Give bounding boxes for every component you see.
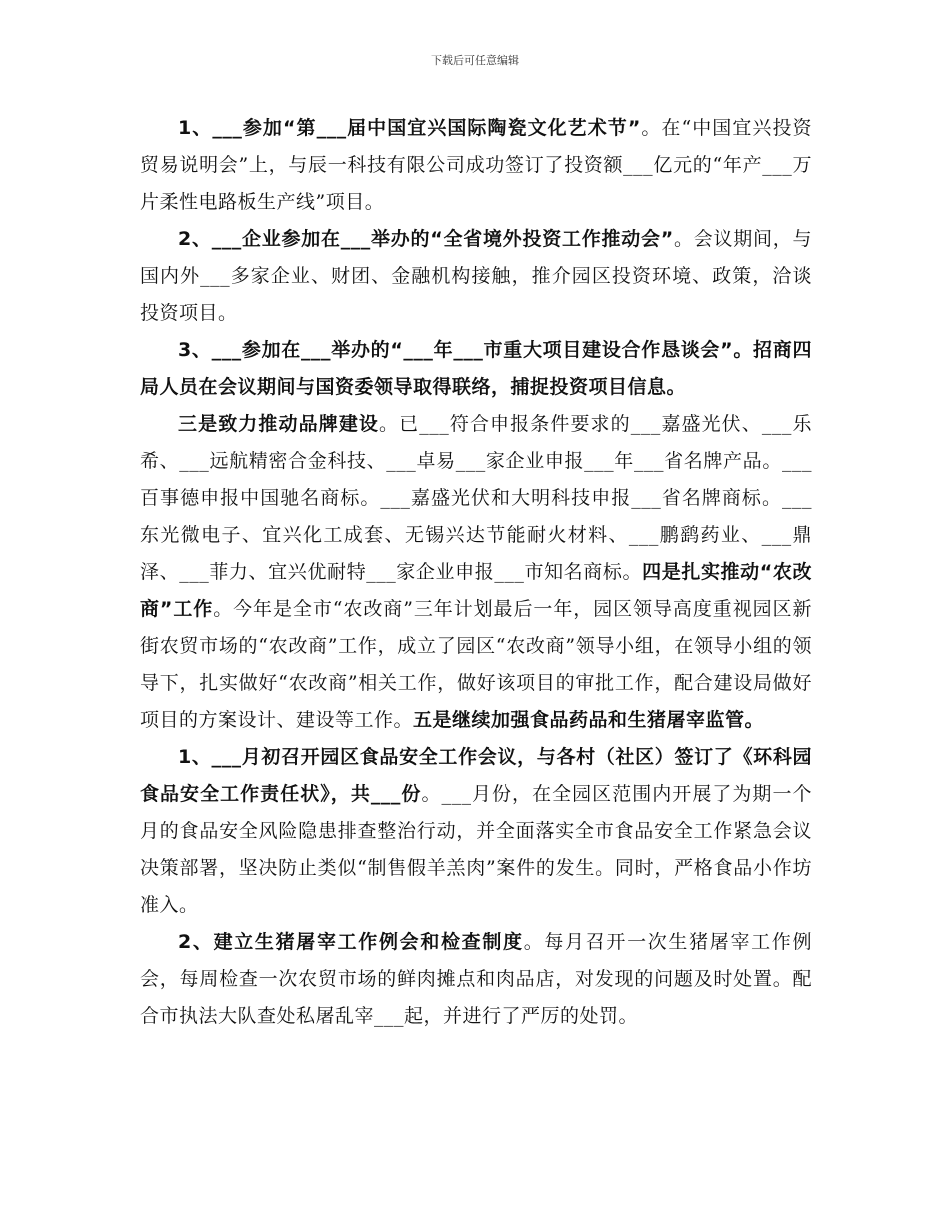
bold-text: 1、___参加“第___届中国宜兴国际陶瓷文化艺术节” — [178, 117, 641, 139]
page-header: 下载后可任意编辑 — [431, 54, 519, 67]
paragraph — [140, 406, 812, 739]
body-text: 。___月份，在全园区范围内开展了为期一个月的食品安全风险隐患排查整治行动，并全面落实全市食品安全工作紧急会议决策部署，坚决防止类似“制售假羊羔肉”案件的发生。同时，严格食品小作坊准入。 — [140, 783, 812, 916]
paragraph — [140, 221, 812, 332]
paragraph — [140, 739, 812, 924]
body-text: 。已___符合申报条件要求的___嘉盛光伏、___乐希、___远航精密合金科技、___卓易___家企业申报___年___省名牌产品。___百事德申报中国驰名商标。___嘉盛光伏和大明科技申报___省名牌商标。___东光微电子、宜兴化工成套、无锡兴达节能耐火材料、___鹏鹞药业、___鼎泽、___菲力、宜兴优耐特___家企业申报___市知名商标。 — [140, 413, 812, 583]
body-text: 。会议期间，与国内外___多家企业、财团、金融机构接触，推介园区投资环境、政策，洽谈投资项目。 — [140, 228, 812, 324]
bold-text: 四是扎实推动“农改商”工作 — [140, 561, 812, 620]
document-body — [140, 110, 812, 1035]
paragraph — [140, 332, 812, 406]
bold-text: 2、建立生猪屠宰工作例会和检查制度 — [178, 931, 524, 953]
body-text: 。每月召开一次生猪屠宰工作例会，每周检查一次农贸市场的鲜肉摊点和肉品店，对发现的问题及时处置。配合市执法大队查处私屠乱宰___起，并进行了严厉的处罚。 — [140, 931, 812, 1027]
body-text: 。今年是全市“农改商”三年计划最后一年，园区领导高度重视园区新街农贸市场的“农改商”工作，成立了园区“农改商”领导小组，在领导小组的领导下，扎实做好“农改商”相关工作，做好该项目的审批工作，配合建设局做好项目的方案设计、建设等工作。 — [140, 598, 812, 731]
bold-text: 3、___参加在___举办的“___年___市重大项目建设合作恳谈会”。招商四局人员在会议期间与国资委领导取得联络，捕捉投资项目信息。 — [140, 339, 812, 398]
paragraph — [140, 110, 812, 221]
body-text: 。在“中国宜兴投资贸易说明会”上，与辰一科技有限公司成功签订了投资额___亿元的“年产___万片柔性电路板生产线”项目。 — [140, 117, 813, 213]
paragraph — [140, 924, 812, 1035]
bold-text: 五是继续加强食品药品和生猪屠宰监管。 — [413, 709, 765, 731]
bold-text: 三是致力推动品牌建设 — [178, 413, 380, 435]
bold-text: 2、___企业参加在___举办的“全省境外投资工作推动会” — [178, 228, 674, 250]
bold-text: 1、___月初召开园区食品安全工作会议，与各村（社区）签订了《环科园食品安全工作责任状》，共___份 — [140, 746, 812, 805]
